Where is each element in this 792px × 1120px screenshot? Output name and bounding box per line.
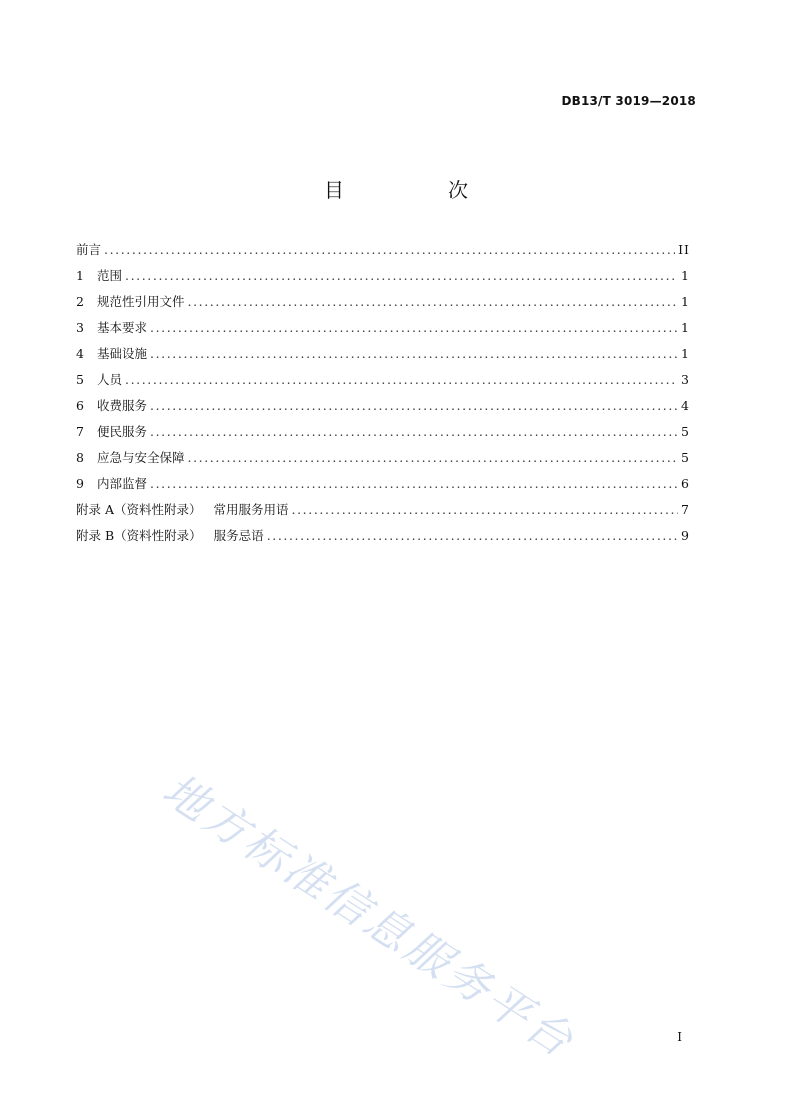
toc-leader-dots [150, 393, 678, 419]
toc-leader-dots [150, 315, 678, 341]
toc-entry-title: 收费服务 [97, 398, 148, 413]
toc-entry-number: 1 [76, 268, 84, 283]
toc-entry-number: 2 [76, 294, 84, 309]
toc-leader-dots [104, 237, 675, 263]
toc-entry-page: 9 [681, 528, 690, 543]
toc-entry-page: 1 [681, 346, 690, 361]
toc-leader-dots [125, 263, 678, 289]
page-title: 目 次 [324, 178, 510, 202]
toc-entry-convenience-service[interactable] [76, 419, 690, 445]
toc-leader-dots [188, 445, 679, 471]
toc-entry-page: 5 [681, 450, 690, 465]
toc-leader-dots [267, 523, 678, 549]
toc-entry-title: 基础设施 [97, 346, 148, 361]
toc-entry-page: 5 [681, 424, 690, 439]
toc-entry-page: 7 [681, 502, 690, 517]
toc-entry-title: 内部监督 [97, 476, 148, 491]
toc-entry-number: 8 [76, 450, 84, 465]
toc-entry-toll-service[interactable] [76, 393, 690, 419]
toc-leader-dots [150, 419, 678, 445]
toc-entry-page: II [678, 242, 690, 257]
toc-entry-number: 7 [76, 424, 84, 439]
toc-entry-infrastructure[interactable] [76, 341, 690, 367]
toc-entry-page: 4 [681, 398, 690, 413]
toc-leader-dots [188, 289, 679, 315]
page-number: I [677, 1030, 682, 1044]
toc-leader-dots [150, 471, 678, 497]
watermark: 地方标准信息服务平台 [153, 764, 584, 1069]
toc-entry-page: 1 [681, 320, 690, 335]
toc-entry-number: 6 [76, 398, 84, 413]
toc-entry-scope[interactable] [76, 263, 690, 289]
toc-entry-title: 便民服务 [97, 424, 148, 439]
toc-leader-dots [150, 341, 678, 367]
toc-leader-dots [125, 367, 678, 393]
toc-entry-appendix-b[interactable] [76, 523, 690, 549]
toc-entry-number: 3 [76, 320, 84, 335]
toc-entry-preface[interactable] [76, 237, 690, 263]
toc-entry-number: 4 [76, 346, 84, 361]
toc-entry-page: 1 [681, 268, 690, 283]
toc-entry-title: 人员 [97, 372, 123, 387]
toc-entry-title: 范围 [97, 268, 123, 283]
appendix-title: 服务忌语 [213, 528, 264, 543]
toc-entry-appendix-a[interactable] [76, 497, 690, 523]
appendix-label: 附录 B（资料性附录） [76, 528, 202, 543]
toc-entry-title: 前言 [76, 242, 102, 257]
toc-entry-page: 6 [681, 476, 690, 491]
appendix-title: 常用服务用语 [213, 502, 289, 517]
toc-entry-normative-references[interactable] [76, 289, 690, 315]
toc-entry-title: 应急与安全保障 [97, 450, 185, 465]
toc-entry-emergency-safety[interactable] [76, 445, 690, 471]
toc-entry-title: 基本要求 [97, 320, 148, 335]
toc-entry-page: 1 [681, 294, 690, 309]
toc-entry-basic-requirements[interactable] [76, 315, 690, 341]
toc-entry-page: 3 [681, 372, 690, 387]
standard-code: DB13/T 3019—2018 [561, 94, 696, 108]
table-of-contents [76, 237, 690, 549]
toc-entry-title: 规范性引用文件 [97, 294, 185, 309]
appendix-label: 附录 A（资料性附录） [76, 502, 202, 517]
toc-entry-number: 9 [76, 476, 84, 491]
toc-leader-dots [292, 497, 679, 523]
toc-entry-personnel[interactable] [76, 367, 690, 393]
toc-entry-number: 5 [76, 372, 84, 387]
toc-entry-internal-supervision[interactable] [76, 471, 690, 497]
